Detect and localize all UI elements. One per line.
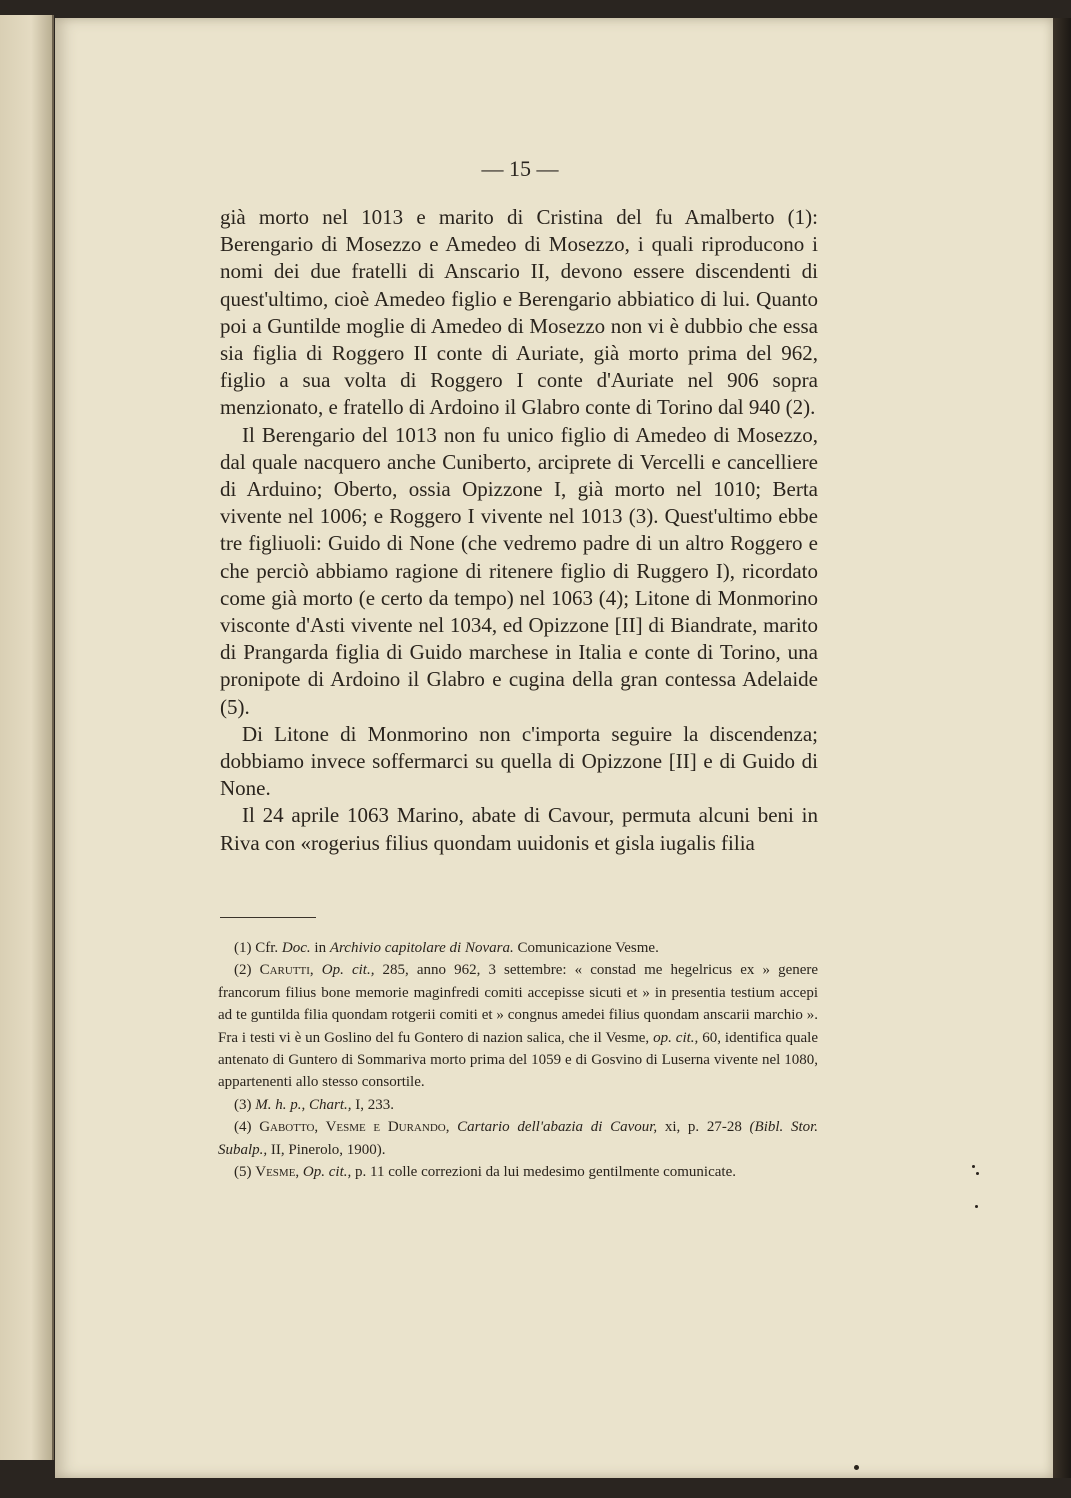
footnote-1: (1) Cfr. Doc. in Archivio capitolare di Novara. Comunicazione Vesme.: [234, 940, 659, 956]
footnote-2: (2) Carutti, Op. cit., 285, anno 962, 3 settembre: « constad me hegelricus ex » genere francorum filius bone memorie maginfredi comiti accepisse sicuti et » in presentia testium accepi ad te guntilda filia quondam rotgerii comiti et » congnus amedei filius quondam anscarii marchio ». Fra i testi vi è un Goslino del fu Gontero di nazion salica, che il Vesme, op. cit., 60, identifica quale antenato di Guntero di Sommariva morto prima del 1059 e di Gosvino di Luserna vivente nel 1080, appartenenti allo stesso consortile.: [218, 962, 819, 1091]
paper-speck: [854, 1465, 859, 1470]
left-page-edge: [0, 15, 54, 1460]
footnote-3: (3) M. h. p., Chart., I, 233.: [234, 1096, 395, 1113]
footnote-4: (4) Gabotto, Vesme e Durando, Cartario dell'abazia di Cavour, xi, p. 27-28 (Bibl. Stor. Subalp., II, Pinerolo, 1900).: [218, 1119, 819, 1158]
footnote-4-number: (4): [234, 1119, 252, 1136]
paper-speck: [975, 1205, 978, 1208]
body-text: [220, 204, 818, 857]
footnote-2-number: (2): [234, 962, 252, 979]
paragraph-1: già morto nel 1013 e marito di Cristina del fu Amalberto (1): Berengario di Mosezzo e Amedeo di Mosezzo, i quali riproducono i nomi dei due fratelli di Anscario II, devono essere discendenti di quest'ultimo, cioè Amedeo figlio e Berengario abbiatico di lui. Quanto poi a Guntilde moglie di Amedeo di Mosezzo non vi è dubbio che essa sia figlia di Roggero II conte di Auriate, già morto prima del 962, figlio a sua volta di Roggero I conte d'Auriate nel 906 sopra menzionato, e fratello di Ardoino il Glabro conte di Torino dal 940 (2).: [220, 205, 818, 420]
page-number: — 15 —: [481, 156, 559, 181]
paragraph-3: Di Litone di Monmorino non c'importa seguire la discendenza; dobbiamo invece soffermarci su quella di Opizzone [II] e di Guido di None.: [220, 721, 818, 801]
right-binding-edge: [1053, 18, 1071, 1478]
footnote-5-number: (5): [234, 1164, 252, 1181]
paper-speck: [972, 1165, 975, 1168]
footnote-1-number: (1): [234, 940, 252, 956]
footnote-5: (5) Vesme, Op. cit., p. 11 colle correzioni da lui medesimo gentilmente comunicate.: [234, 1164, 736, 1181]
footnote-divider: [220, 917, 316, 918]
paragraph-2: Il Berengario del 1013 non fu unico figlio di Amedeo di Mosezzo, dal quale nacquero anche Cuniberto, arciprete di Vercelli e cancelliere di Arduino; Oberto, ossia Opizzone I, già morto nel 1010; Berta vivente nel 1006; e Roggero I vivente nel 1013 (3). Quest'ultimo ebbe tre figliuoli: Guido di None (che vedremo padre di un altro Roggero e che perciò abbiamo ragione di ritenere figlio di Ruggero I), ricordato come già morto (e certo da tempo) nel 1063 (4); Litone di Monmorino visconte d'Asti vivente nel 1034, ed Opizzone [II] di Biandrate, marito di Prangarda figlia di Guido marchese in Italia e conte di Torino, una pronipote di Ardoino il Glabro e cugina della gran contessa Adelaide (5).: [220, 422, 818, 719]
footnote-3-number: (3): [234, 1096, 252, 1113]
paper-speck: [976, 1172, 979, 1175]
paragraph-4: Il 24 aprile 1063 Marino, abate di Cavour, permuta alcuni beni in Riva con «rogerius filius quondam uuidonis et gisla iugalis filia: [220, 803, 818, 855]
footnotes: [218, 937, 818, 1183]
